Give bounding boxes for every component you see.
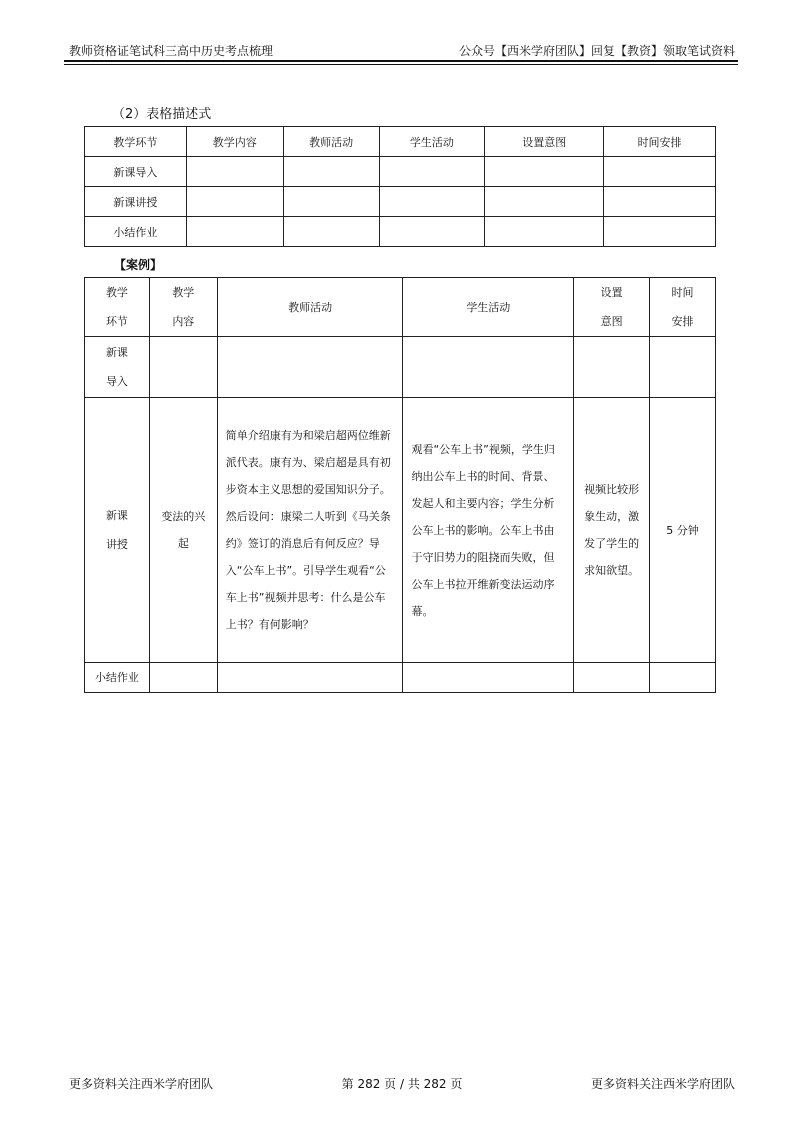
th-teacher: 教师活动 (283, 127, 379, 157)
row-student-activity: 观看“公车上书”视频，学生归纳出公车上书的时间、背景、发起人和主要内容；学生分析公车上书的影响。公车上书由于守旧势力的阻挠而失败，但公车上书拉开维新变法运动序幕。 (403, 398, 574, 663)
page-number: 第 282 页 / 共 282 页 (341, 1077, 463, 1091)
header-rule-thick (64, 60, 738, 62)
th-teacher: 教师活动 (217, 278, 403, 337)
table-row (85, 398, 716, 663)
row-stage-label: 新课讲授 (85, 187, 187, 217)
row-time-cell: 5 分钟 (650, 398, 716, 663)
th-intent: 设置 意图 (574, 278, 650, 337)
row-stage-label: 新课导入 (85, 157, 187, 187)
th-stage: 教学 环节 (85, 278, 150, 337)
table-row (85, 337, 716, 398)
th-content: 教学 内容 (149, 278, 217, 337)
th-intent: 设置意图 (485, 127, 604, 157)
case-table (84, 277, 716, 693)
th-content: 教学内容 (186, 127, 283, 157)
th-student: 学生活动 (379, 127, 485, 157)
footer-left-text: 更多资料关注西米学府团队 (69, 1077, 214, 1091)
th-stage: 教学环节 (85, 127, 187, 157)
page-header (69, 42, 735, 58)
row-teacher-activity: 简单介绍康有为和梁启超两位维新派代表。康有为、梁启超是具有初步资本主义思想的爱国知识分子。然后设问：康梁二人听到《马关条约》签订的消息后有何反应？导入“公车上书”。引导学生观看“公车上书”视频并思考：什么是公车上书？有何影响？ (217, 398, 403, 663)
th-student: 学生活动 (403, 278, 574, 337)
row-content-cell: 变法的兴起 (149, 398, 217, 663)
header-right-text: 公众号【西米学府团队】回复【教资】领取笔试资料 (458, 44, 735, 58)
page-footer (69, 1075, 735, 1091)
template-table (84, 126, 716, 247)
row-intent-cell: 视频比较形象生动，激发了学生的求知欲望。 (574, 398, 650, 663)
table-row (85, 663, 716, 693)
case-title: 【案例】 (114, 258, 163, 272)
table-row (85, 187, 716, 217)
header-rule-thin (64, 64, 738, 65)
row-stage-label: 新课 讲授 (85, 398, 150, 663)
row-stage-label: 新课 导入 (85, 337, 150, 398)
table-row (85, 217, 716, 247)
row-stage-label: 小结作业 (85, 217, 187, 247)
th-time: 时间安排 (604, 127, 716, 157)
header-left-text: 教师资格证笔试科三高中历史考点梳理 (69, 44, 274, 58)
row-stage-label: 小结作业 (85, 663, 150, 693)
template-header-row (85, 127, 716, 157)
case-header-row (85, 278, 716, 337)
footer-right-text: 更多资料关注西米学府团队 (590, 1077, 735, 1091)
th-time: 时间 安排 (650, 278, 716, 337)
section-title: （2）表格描述式 (112, 107, 212, 122)
table-row (85, 157, 716, 187)
